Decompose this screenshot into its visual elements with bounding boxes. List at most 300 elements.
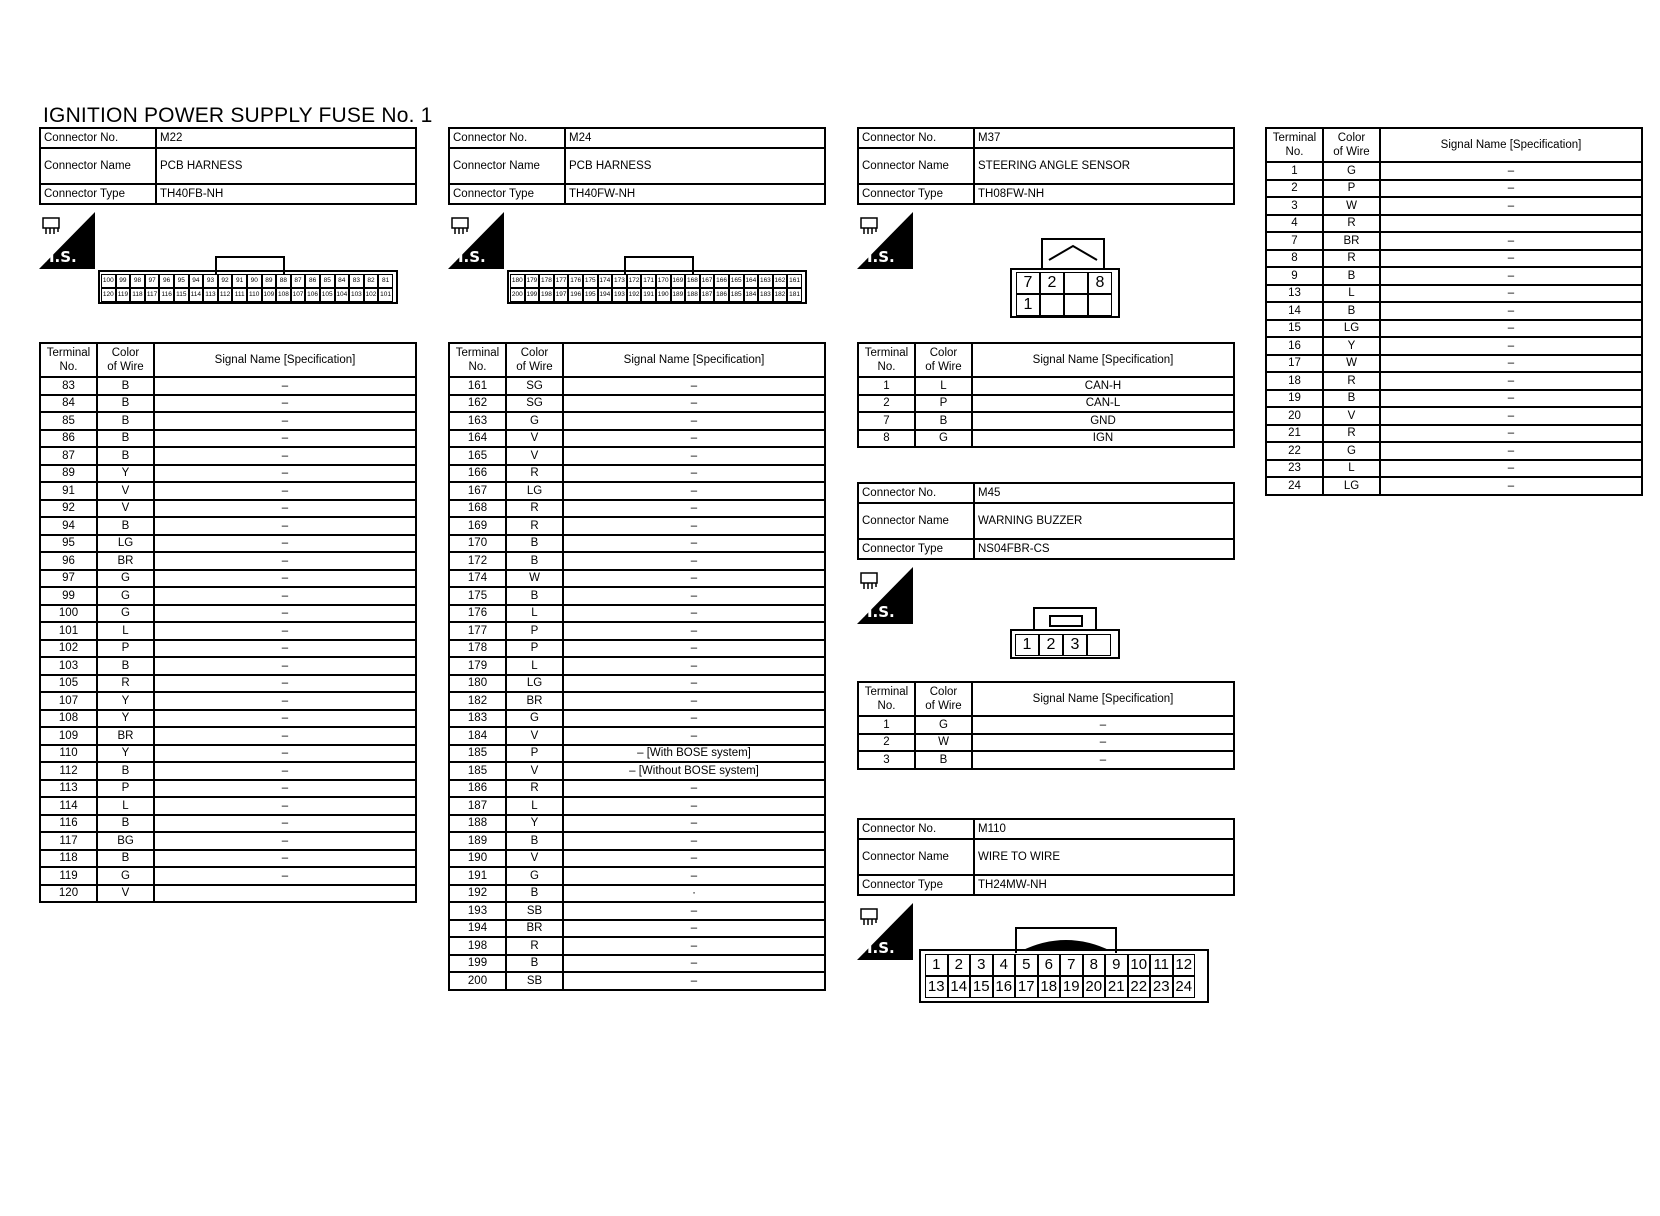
table-row	[858, 377, 1234, 395]
color-header: Color of Wire	[915, 682, 972, 716]
signal-cell: –	[154, 675, 416, 693]
color-cell: P	[506, 622, 563, 640]
pin-cell: 105	[320, 288, 335, 302]
pin-cell: 2	[1039, 634, 1063, 656]
table-row	[449, 552, 825, 570]
pin-cell: 90	[247, 274, 262, 288]
pin-cell: 6	[1038, 954, 1061, 976]
terminal-table	[857, 681, 1235, 770]
connector-name-value: STEERING ANGLE SENSOR	[974, 148, 1234, 184]
terminal-cell: 112	[40, 762, 97, 780]
color-cell: Y	[97, 745, 154, 763]
color-cell: V	[97, 500, 154, 518]
color-cell: R	[1323, 372, 1380, 390]
pin-row-bottom	[510, 288, 804, 302]
color-cell: L	[1323, 460, 1380, 478]
color-cell: Y	[97, 465, 154, 483]
color-cell: B	[97, 517, 154, 535]
hs-label: H.S.	[860, 939, 895, 957]
color-cell: LG	[1323, 477, 1380, 495]
table-row	[1266, 162, 1642, 180]
pin-cell: 100	[101, 274, 116, 288]
pin-cell: 187	[700, 288, 715, 302]
pin-cell: 116	[159, 288, 174, 302]
terminal-cell: 14	[1266, 302, 1323, 320]
connector-no-value: M45	[974, 483, 1234, 503]
signal-cell: –	[972, 751, 1234, 769]
color-cell: LG	[506, 675, 563, 693]
terminal-cell: 120	[40, 885, 97, 903]
color-cell: B	[97, 412, 154, 430]
connector-type-label: Connector Type	[858, 875, 974, 895]
terminal-cell: 163	[449, 412, 506, 430]
terminal-cell: 119	[40, 867, 97, 885]
table-row	[40, 640, 416, 658]
signal-cell: –	[1380, 162, 1642, 180]
terminal-cell: 193	[449, 902, 506, 920]
terminal-cell: 113	[40, 780, 97, 798]
table-row	[449, 447, 825, 465]
signal-cell: –	[1380, 460, 1642, 478]
color-cell: Y	[506, 815, 563, 833]
terminal-cell: 166	[449, 465, 506, 483]
signal-cell: CAN-H	[972, 377, 1234, 395]
terminal-cell: 182	[449, 692, 506, 710]
hs-icon	[857, 903, 913, 960]
pin-cell: 194	[598, 288, 613, 302]
terminal-cell: 7	[858, 412, 915, 430]
signal-cell: IGN	[972, 430, 1234, 448]
table-row	[449, 850, 825, 868]
color-cell: R	[506, 780, 563, 798]
color-cell: B	[506, 535, 563, 553]
terminal-cell: 23	[1266, 460, 1323, 478]
table-row	[40, 570, 416, 588]
pin-cell: 198	[539, 288, 554, 302]
connector-type-label: Connector Type	[449, 184, 565, 204]
table-row	[40, 605, 416, 623]
table-row	[449, 797, 825, 815]
connector-type-value: TH40FW-NH	[565, 184, 825, 204]
pin-cell: 170	[656, 274, 671, 288]
pin-cell: 20	[1083, 976, 1106, 998]
signal-cell: –	[563, 937, 825, 955]
signal-cell: –	[154, 605, 416, 623]
terminal-cell: 188	[449, 815, 506, 833]
table-row	[40, 780, 416, 798]
signal-cell: –	[563, 797, 825, 815]
signal-cell: –	[1380, 477, 1642, 495]
connector-info-table	[857, 818, 1235, 896]
terminal-cell: 179	[449, 657, 506, 675]
signal-header: Signal Name [Specification]	[972, 343, 1234, 377]
color-cell: B	[1323, 390, 1380, 408]
signal-cell: –	[154, 745, 416, 763]
terminal-cell: 95	[40, 535, 97, 553]
signal-cell: –	[563, 500, 825, 518]
terminal-cell: 1	[1266, 162, 1323, 180]
pin-cell: 89	[262, 274, 277, 288]
color-cell: B	[97, 850, 154, 868]
table-row	[40, 710, 416, 728]
table-row	[449, 465, 825, 483]
color-cell: R	[506, 517, 563, 535]
signal-cell: –	[1380, 285, 1642, 303]
table-row	[40, 552, 416, 570]
color-cell: P	[506, 640, 563, 658]
connector-m110-terminals	[1265, 127, 1643, 496]
connector-diagram	[857, 212, 1235, 322]
color-cell: G	[97, 570, 154, 588]
signal-cell: –	[563, 377, 825, 395]
terminal-cell: 84	[40, 395, 97, 413]
pin-cell: 169	[671, 274, 686, 288]
pin-cell: 199	[525, 288, 540, 302]
terminal-table	[448, 342, 826, 991]
signal-cell: –	[563, 605, 825, 623]
signal-cell: –	[154, 832, 416, 850]
color-cell: Y	[97, 710, 154, 728]
table-row	[1266, 302, 1642, 320]
pin-cell: 86	[305, 274, 320, 288]
color-cell: V	[1323, 407, 1380, 425]
color-cell: G	[915, 716, 972, 734]
table-row	[449, 780, 825, 798]
connector-no-label: Connector No.	[858, 483, 974, 503]
terminal-cell: 162	[449, 395, 506, 413]
color-cell: P	[97, 780, 154, 798]
pin-cell: 173	[612, 274, 627, 288]
signal-cell: – [Without BOSE system]	[563, 762, 825, 780]
signal-cell: –	[154, 570, 416, 588]
color-cell: L	[97, 797, 154, 815]
connector-type-value: TH40FB-NH	[156, 184, 416, 204]
pin-cell: 88	[276, 274, 291, 288]
terminal-header: Terminal No.	[858, 343, 915, 377]
signal-cell: –	[154, 815, 416, 833]
connector-type-value: TH08FW-NH	[974, 184, 1234, 204]
signal-cell: –	[154, 710, 416, 728]
signal-cell	[154, 885, 416, 903]
color-cell: Y	[1323, 337, 1380, 355]
table-row	[449, 640, 825, 658]
pin-cell: 115	[174, 288, 189, 302]
table-row	[858, 395, 1234, 413]
terminal-table	[1265, 127, 1643, 496]
signal-cell: –	[154, 517, 416, 535]
table-row	[449, 570, 825, 588]
signal-cell: –	[1380, 267, 1642, 285]
pin-cell: 22	[1128, 976, 1151, 998]
color-cell: V	[506, 850, 563, 868]
connector-name-label: Connector Name	[858, 503, 974, 539]
table-row	[1266, 442, 1642, 460]
signal-cell: –	[563, 780, 825, 798]
pin-cell: 103	[349, 288, 364, 302]
hs-icon	[857, 212, 913, 269]
table-row	[449, 710, 825, 728]
pin-cell: 91	[232, 274, 247, 288]
color-cell: LG	[1323, 320, 1380, 338]
pin-cell: 102	[364, 288, 379, 302]
terminal-cell: 83	[40, 377, 97, 395]
pin-cell: 118	[130, 288, 145, 302]
signal-cell: –	[154, 552, 416, 570]
color-cell: SG	[506, 395, 563, 413]
signal-cell: –	[563, 955, 825, 973]
table-row	[858, 430, 1234, 448]
table-row	[858, 412, 1234, 430]
pin-cell: 21	[1105, 976, 1128, 998]
color-cell: G	[506, 867, 563, 885]
terminal-cell: 178	[449, 640, 506, 658]
pin-cell: 83	[349, 274, 364, 288]
table-row	[40, 395, 416, 413]
pin-cell: 24	[1173, 976, 1196, 998]
color-cell: R	[1323, 250, 1380, 268]
pin-cell: 179	[525, 274, 540, 288]
pin-row-top	[510, 274, 804, 288]
color-cell: R	[1323, 425, 1380, 443]
pin-row-top	[101, 274, 395, 288]
signal-cell: –	[154, 430, 416, 448]
pin-cell: 104	[335, 288, 350, 302]
terminal-cell: 174	[449, 570, 506, 588]
table-row	[449, 920, 825, 938]
pin-cell: 81	[378, 274, 393, 288]
connector-info-table	[857, 127, 1235, 205]
pin-cell: 11	[1150, 954, 1173, 976]
pin-cell: 167	[700, 274, 715, 288]
terminal-cell: 102	[40, 640, 97, 658]
connector-name-value: PCB HARNESS	[156, 148, 416, 184]
terminal-cell: 175	[449, 587, 506, 605]
terminal-cell: 180	[449, 675, 506, 693]
signal-cell: –	[1380, 302, 1642, 320]
color-cell: R	[506, 937, 563, 955]
terminal-cell: 24	[1266, 477, 1323, 495]
color-cell: R	[506, 500, 563, 518]
connector-name-label: Connector Name	[40, 148, 156, 184]
table-row	[40, 657, 416, 675]
terminal-cell: 2	[858, 734, 915, 752]
table-row	[449, 902, 825, 920]
pin-cell: 16	[993, 976, 1016, 998]
terminal-header: Terminal No.	[449, 343, 506, 377]
signal-cell: –	[1380, 355, 1642, 373]
color-cell: B	[97, 762, 154, 780]
color-cell: B	[97, 815, 154, 833]
color-cell: V	[506, 447, 563, 465]
signal-cell: –	[563, 815, 825, 833]
signal-cell: –	[154, 780, 416, 798]
pin-cell: 12	[1173, 954, 1196, 976]
terminal-cell: 3	[858, 751, 915, 769]
pin-cell	[1087, 634, 1111, 656]
terminal-cell: 96	[40, 552, 97, 570]
terminal-cell: 91	[40, 482, 97, 500]
terminal-cell: 186	[449, 780, 506, 798]
pin-cell: 182	[773, 288, 788, 302]
table-row	[449, 885, 825, 903]
table-row	[449, 692, 825, 710]
signal-cell: –	[563, 587, 825, 605]
color-cell: SG	[506, 377, 563, 395]
signal-cell: –	[154, 412, 416, 430]
signal-cell: –	[972, 716, 1234, 734]
terminal-cell: 117	[40, 832, 97, 850]
color-cell: BR	[97, 727, 154, 745]
terminal-cell: 97	[40, 570, 97, 588]
terminal-cell: 114	[40, 797, 97, 815]
hs-label: H.S.	[42, 248, 77, 266]
color-cell: W	[1323, 355, 1380, 373]
pin-cell: 120	[101, 288, 116, 302]
pin-cell: 93	[203, 274, 218, 288]
terminal-cell: 1	[858, 377, 915, 395]
pin-cell: 114	[189, 288, 204, 302]
color-cell: G	[97, 587, 154, 605]
table-row	[858, 716, 1234, 734]
terminal-cell: 99	[40, 587, 97, 605]
connector-no-value: M110	[974, 819, 1234, 839]
table-row	[40, 535, 416, 553]
signal-cell: –	[563, 517, 825, 535]
terminal-cell: 9	[1266, 267, 1323, 285]
color-cell: BG	[97, 832, 154, 850]
pin-cell: 200	[510, 288, 525, 302]
terminal-cell: 116	[40, 815, 97, 833]
signal-cell	[1380, 215, 1642, 233]
pin-cell: 107	[291, 288, 306, 302]
connector-info-table	[39, 127, 417, 205]
pin-cell: 109	[262, 288, 277, 302]
signal-cell: –	[563, 920, 825, 938]
color-cell: B	[1323, 302, 1380, 320]
signal-cell: –	[1380, 372, 1642, 390]
terminal-cell: 92	[40, 500, 97, 518]
connector-no-value: M22	[156, 128, 416, 148]
table-row	[40, 815, 416, 833]
pin-cell: 162	[773, 274, 788, 288]
table-row	[40, 482, 416, 500]
pin-cell: 98	[130, 274, 145, 288]
connector-no-label: Connector No.	[858, 128, 974, 148]
terminal-cell: 190	[449, 850, 506, 868]
terminal-cell: 94	[40, 517, 97, 535]
color-cell: G	[97, 605, 154, 623]
color-cell: SB	[506, 902, 563, 920]
color-cell: V	[506, 727, 563, 745]
connector-m110	[857, 818, 1235, 1013]
color-cell: B	[915, 751, 972, 769]
pin-cell: 10	[1128, 954, 1151, 976]
signal-cell: –	[563, 640, 825, 658]
table-row	[449, 377, 825, 395]
signal-cell: –	[154, 640, 416, 658]
terminal-cell: 177	[449, 622, 506, 640]
pin-cell: 97	[145, 274, 160, 288]
terminal-cell: 109	[40, 727, 97, 745]
table-row	[40, 465, 416, 483]
terminal-cell: 184	[449, 727, 506, 745]
table-row	[40, 727, 416, 745]
color-cell: V	[97, 885, 154, 903]
pin-cell: 4	[993, 954, 1016, 976]
color-cell: V	[97, 482, 154, 500]
signal-cell: –	[563, 395, 825, 413]
table-row	[1266, 425, 1642, 443]
connector-diagram	[448, 212, 826, 322]
signal-header: Signal Name [Specification]	[563, 343, 825, 377]
signal-cell: –	[563, 727, 825, 745]
signal-cell: –	[154, 797, 416, 815]
signal-cell: – [With BOSE system]	[563, 745, 825, 763]
terminal-cell: 85	[40, 412, 97, 430]
connector-m45	[857, 482, 1235, 770]
color-cell: L	[506, 657, 563, 675]
color-cell: B	[506, 552, 563, 570]
pin-cell: 193	[612, 288, 627, 302]
pin-cell: 163	[758, 274, 773, 288]
terminal-cell: 17	[1266, 355, 1323, 373]
terminal-cell: 8	[858, 430, 915, 448]
terminal-cell: 86	[40, 430, 97, 448]
pin-cell	[1064, 272, 1088, 294]
pin-cell: 5	[1015, 954, 1038, 976]
color-cell: P	[97, 640, 154, 658]
pin-cell: 23	[1150, 976, 1173, 998]
signal-cell: –	[563, 972, 825, 990]
signal-cell: –	[1380, 390, 1642, 408]
hs-label: H.S.	[860, 603, 895, 621]
pin-cell: 166	[714, 274, 729, 288]
connector-type-value: NS04FBR-CS	[974, 539, 1234, 559]
signal-cell: –	[154, 867, 416, 885]
signal-cell: ·	[563, 885, 825, 903]
connector-info-table	[448, 127, 826, 205]
color-cell: R	[97, 675, 154, 693]
connector-info-table	[857, 482, 1235, 560]
pin-cell: 2	[1040, 272, 1064, 294]
color-cell: B	[97, 447, 154, 465]
terminal-cell: 161	[449, 377, 506, 395]
signal-cell: –	[563, 430, 825, 448]
table-row	[40, 832, 416, 850]
connector-m24	[448, 127, 826, 991]
pin-cell: 85	[320, 274, 335, 288]
table-row	[1266, 197, 1642, 215]
terminal-cell: 100	[40, 605, 97, 623]
table-row	[449, 762, 825, 780]
signal-cell: –	[154, 762, 416, 780]
table-row	[449, 605, 825, 623]
connector-type-label: Connector Type	[858, 539, 974, 559]
color-cell: W	[506, 570, 563, 588]
connector-name-label: Connector Name	[449, 148, 565, 184]
table-row	[40, 430, 416, 448]
pin-cell: 171	[641, 274, 656, 288]
signal-cell: –	[563, 867, 825, 885]
pin-cell: 190	[656, 288, 671, 302]
table-row	[40, 447, 416, 465]
pin-row-top	[925, 954, 1203, 976]
table-row	[40, 797, 416, 815]
pin-cell: 101	[378, 288, 393, 302]
color-cell: LG	[97, 535, 154, 553]
connector-diagram	[857, 567, 1235, 667]
pin-cell: 94	[189, 274, 204, 288]
